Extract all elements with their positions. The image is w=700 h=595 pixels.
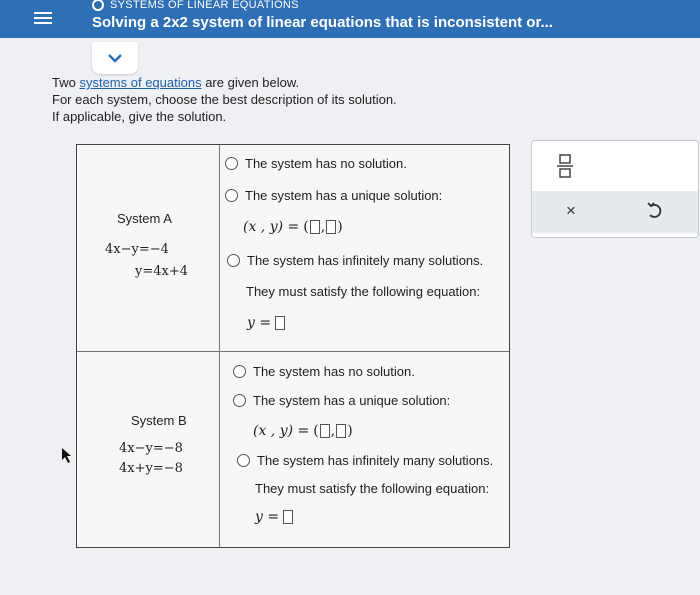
equation-input[interactable] <box>275 316 285 330</box>
math-expression: y = <box>255 509 280 525</box>
page-title: Solving a 2x2 system of linear equations that is inconsistent or... <box>92 14 553 31</box>
ordered-pair-input: ( , ) <box>303 219 343 235</box>
prompt-text: Two <box>52 75 80 90</box>
math-expression: y = <box>247 315 272 331</box>
system-b-unique-option[interactable] <box>233 393 450 408</box>
system-b-equation-1: 4x−y=−8 <box>119 441 183 456</box>
collapse-toggle[interactable] <box>92 42 138 74</box>
system-b-infinite-option[interactable] <box>237 453 493 468</box>
option-label: The system has a unique solution: <box>245 188 443 203</box>
equation-input[interactable] <box>283 510 293 524</box>
y-input[interactable] <box>326 220 336 234</box>
math-expression: (x , y) = <box>253 423 310 439</box>
section-title: SYSTEMS OF LINEAR EQUATIONS <box>110 0 299 11</box>
chevron-down-icon <box>106 52 124 64</box>
undo-icon[interactable] <box>645 200 665 222</box>
toolbar-button-row <box>532 191 698 233</box>
section-label <box>92 0 299 11</box>
prompt-line-2: For each system, choose the best description of its solution. <box>52 92 397 107</box>
top-bar <box>0 0 700 38</box>
fraction-icon[interactable] <box>554 151 576 181</box>
radio-button[interactable] <box>233 365 246 378</box>
option-label: The system has no solution. <box>245 156 407 171</box>
system-b-unique-answer <box>253 423 353 439</box>
option-label: The system has infinitely many solutions. <box>247 253 484 268</box>
x-input[interactable] <box>310 220 320 234</box>
systems-table <box>76 144 510 548</box>
system-a-infinite-answer <box>247 315 285 331</box>
menu-icon[interactable] <box>34 9 52 27</box>
system-a-unique-option[interactable] <box>225 188 442 203</box>
radio-button[interactable] <box>225 189 238 202</box>
system-b-label: System B <box>131 413 187 428</box>
system-b-infinite-note: They must satisfy the following equation: <box>255 481 490 496</box>
mouse-cursor-icon <box>62 448 74 464</box>
section-status-icon <box>92 0 104 11</box>
math-toolbar <box>531 140 699 238</box>
system-b-no-solution-option[interactable] <box>233 364 415 379</box>
option-label: The system has infinitely many solutions. <box>257 453 494 468</box>
system-a-no-solution-option[interactable] <box>225 156 407 171</box>
y-input[interactable] <box>336 424 346 438</box>
system-a-infinite-option[interactable] <box>227 253 483 268</box>
ordered-pair-input: ( , ) <box>313 423 353 439</box>
system-a-infinite-note: They must satisfy the following equation: <box>246 284 481 299</box>
system-b-infinite-answer <box>255 509 293 525</box>
clear-button[interactable]: × <box>566 201 576 220</box>
prompt-line-3: If applicable, give the solution. <box>52 109 227 124</box>
system-a-equation-2: y=4x+4 <box>135 264 189 279</box>
system-b-equation-2: 4x+y=−8 <box>119 461 183 476</box>
option-label: The system has a unique solution: <box>253 393 451 408</box>
system-a-equation-1: 4x−y=−4 <box>105 242 169 257</box>
systems-link[interactable]: systems of equations <box>79 75 202 90</box>
radio-button[interactable] <box>227 254 240 267</box>
prompt-text: are given below. <box>201 75 300 90</box>
x-input[interactable] <box>320 424 330 438</box>
radio-button[interactable] <box>225 157 238 170</box>
system-a-label: System A <box>117 211 172 226</box>
math-expression: (x , y) = <box>243 219 300 235</box>
radio-button[interactable] <box>237 454 250 467</box>
question-prompt <box>52 74 397 125</box>
radio-button[interactable] <box>233 394 246 407</box>
system-a-unique-answer <box>243 219 343 235</box>
option-label: The system has no solution. <box>253 364 415 379</box>
